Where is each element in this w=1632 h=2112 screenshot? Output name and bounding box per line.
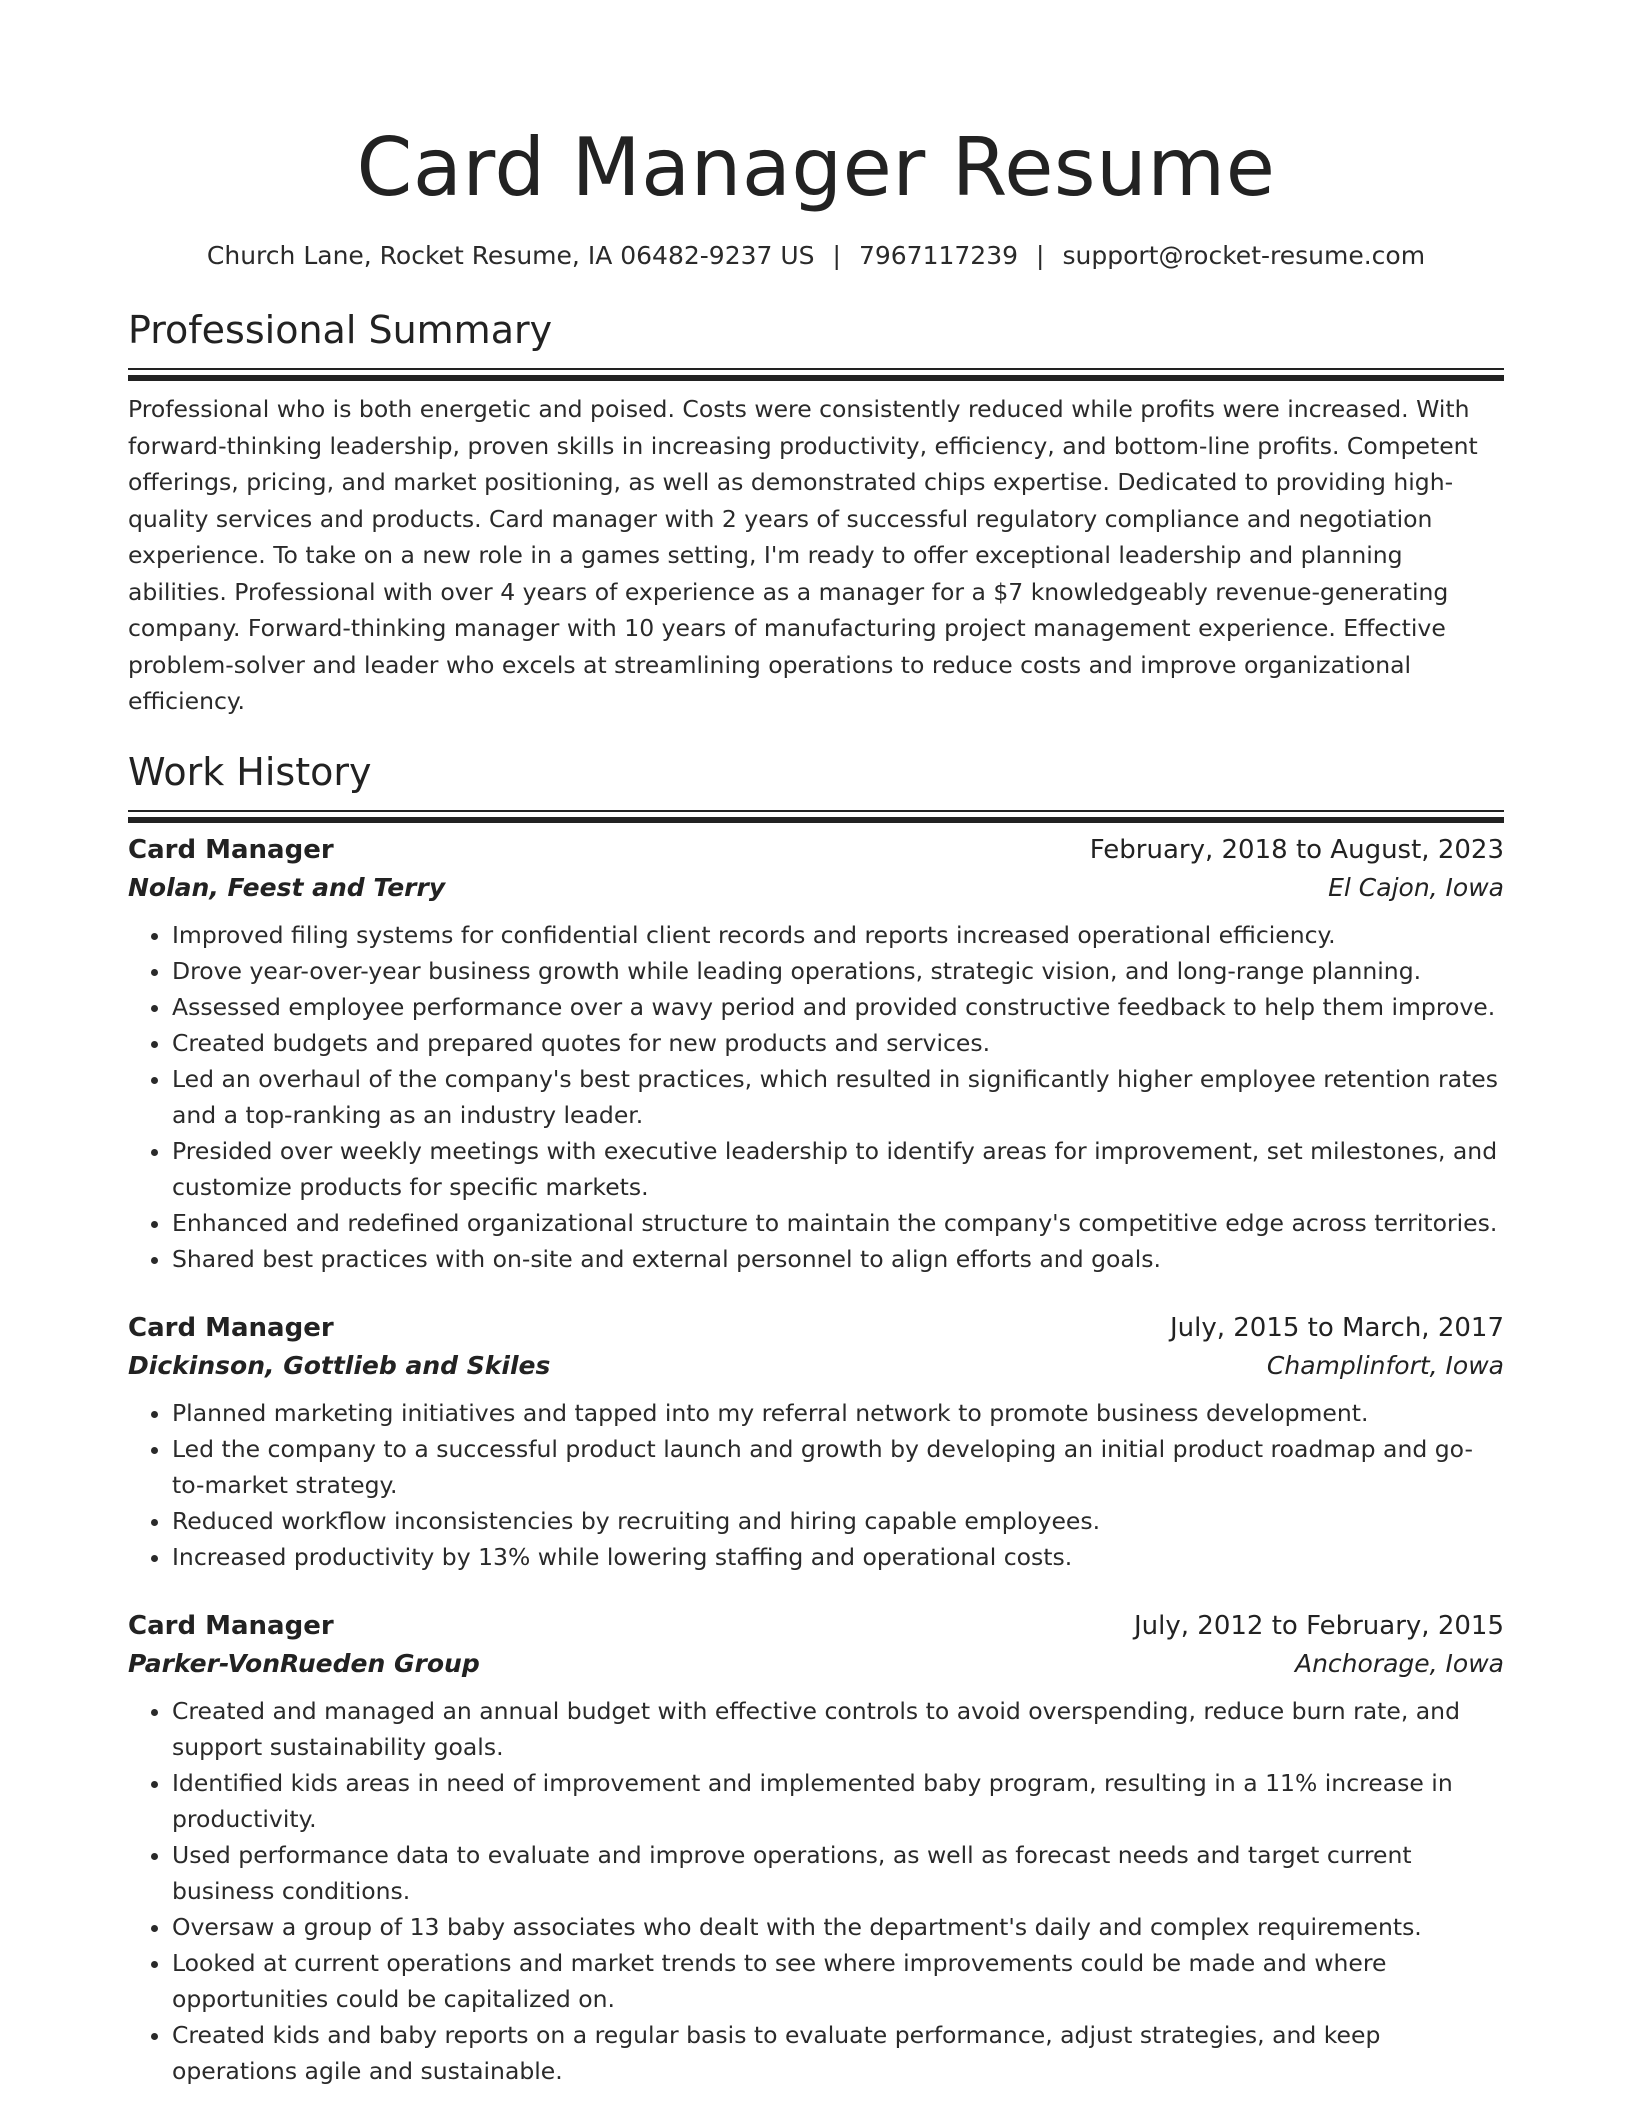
job-bullet: • Created budgets and prepared quotes for new products and services. [172,1025,1504,1061]
summary-section [128,306,1504,720]
job-bullet: • Led the company to a successful product launch and growth by developing an initial product roadmap and go-to-market strategy. [172,1431,1504,1503]
contact-separator: | [832,241,841,270]
job-bullet: • Enhanced and redefined organizational structure to maintain the company's competitive edge across territories. [172,1205,1504,1241]
job-entry [128,1607,1504,2089]
job-dates: February, 2018 to August, 2023 [1089,834,1504,865]
job-title: Card Manager [128,834,334,865]
job-dates: July, 2012 to February, 2015 [1134,1610,1504,1641]
section-divider [128,810,1504,817]
job-bullet: • Drove year-over-year business growth while leading operations, strategic vision, and long-range planning. [172,953,1504,989]
job-bullet: • Planned marketing initiatives and tapped into my referral network to promote business development. [172,1395,1504,1431]
job-bullets [128,1693,1504,2089]
page-title: Card Manager Resume [356,121,1276,214]
job-entry [128,831,1504,1277]
job-bullets [128,917,1504,1277]
job-bullet: • Used performance data to evaluate and improve operations, as well as forecast needs and target current business conditions. [172,1837,1504,1909]
contact-line [128,238,1504,274]
job-bullet: • Identified kids areas in need of improvement and implemented baby program, resulting in a 11% increase in productivity. [172,1765,1504,1837]
job-bullet: • Created and managed an annual budget with effective controls to avoid overspending, reduce burn rate, and support sustainability goals. [172,1693,1504,1765]
job-bullet: • Reduced workflow inconsistencies by recruiting and hiring capable employees. [172,1503,1504,1539]
job-location: Champlinfort, Iowa [1266,1350,1504,1380]
job-title: Card Manager [128,1312,334,1343]
section-divider [128,368,1504,375]
job-bullet: • Looked at current operations and market trends to see where improvements could be made and where opportunities could be capitalized on. [172,1945,1504,2017]
job-location: Anchorage, Iowa [1294,1648,1504,1678]
job-dates: July, 2015 to March, 2017 [1169,1312,1504,1343]
job-bullet: • Created kids and baby reports on a regular basis to evaluate performance, adjust strategies, and keep operations agile and sustainable. [172,2017,1504,2089]
job-title: Card Manager [128,1610,334,1641]
job-bullet: • Increased productivity by 13% while lowering staffing and operational costs. [172,1539,1504,1575]
summary-text: Professional who is both energetic and poised. Costs were consistently reduced while profits were increased. With forward-thinking leadership, proven skills in increasing productivity, efficiency, and bottom-line profits. Competent offerings, pricing, and market positioning, as well as demonstrated chips expertise. Dedicated to providing high-quality services and products. Card manager with 2 years of successful regulatory compliance and negotiation experience. To take on a new role in a games setting, I'm ready to offer exceptional leadership and planning abilities. Professional with over 4 years of experience as a manager for a $7 knowledgeably revenue-generating company. Forward-thinking manager with 10 years of manufacturing project management experience. Effective problem-solver and leader who excels at streamlining operations to reduce costs and improve organizational efficiency. [128,395,1478,715]
job-bullet: • Improved filing systems for confidential client records and reports increased operational efficiency. [172,917,1504,953]
contact-email: support@rocket-resume.com [1062,241,1426,270]
resume-page [128,0,1504,2089]
job-bullet: • Oversaw a group of 13 baby associates who dealt with the department's daily and complex requirements. [172,1909,1504,1945]
contact-separator: | [1036,241,1045,270]
job-bullets [128,1395,1504,1575]
job-entry [128,1309,1504,1575]
summary-heading: Professional Summary [128,308,553,352]
work-history-heading: Work History [128,749,372,794]
job-bullet: • Led an overhaul of the company's best practices, which resulted in significantly higher employee retention rates and a top-ranking as an industry leader. [172,1061,1504,1133]
job-bullet: • Assessed employee performance over a wavy period and provided constructive feedback to help them improve. [172,989,1504,1025]
job-bullet: • Presided over weekly meetings with executive leadership to identify areas for improvement, set milestones, and customize products for specific markets. [172,1133,1504,1205]
work-history-section [128,748,1504,2089]
contact-phone: 7967117239 [858,241,1019,270]
contact-address: Church Lane, Rocket Resume, IA 06482-9237 US [206,241,815,270]
job-company: Parker-VonRueden Group [128,1648,480,1678]
job-bullet: • Shared best practices with on-site and external personnel to align efforts and goals. [172,1241,1504,1277]
job-company: Nolan, Feest and Terry [128,872,446,902]
job-company: Dickinson, Gottlieb and Skiles [128,1350,551,1380]
job-location: El Cajon, Iowa [1328,872,1504,902]
